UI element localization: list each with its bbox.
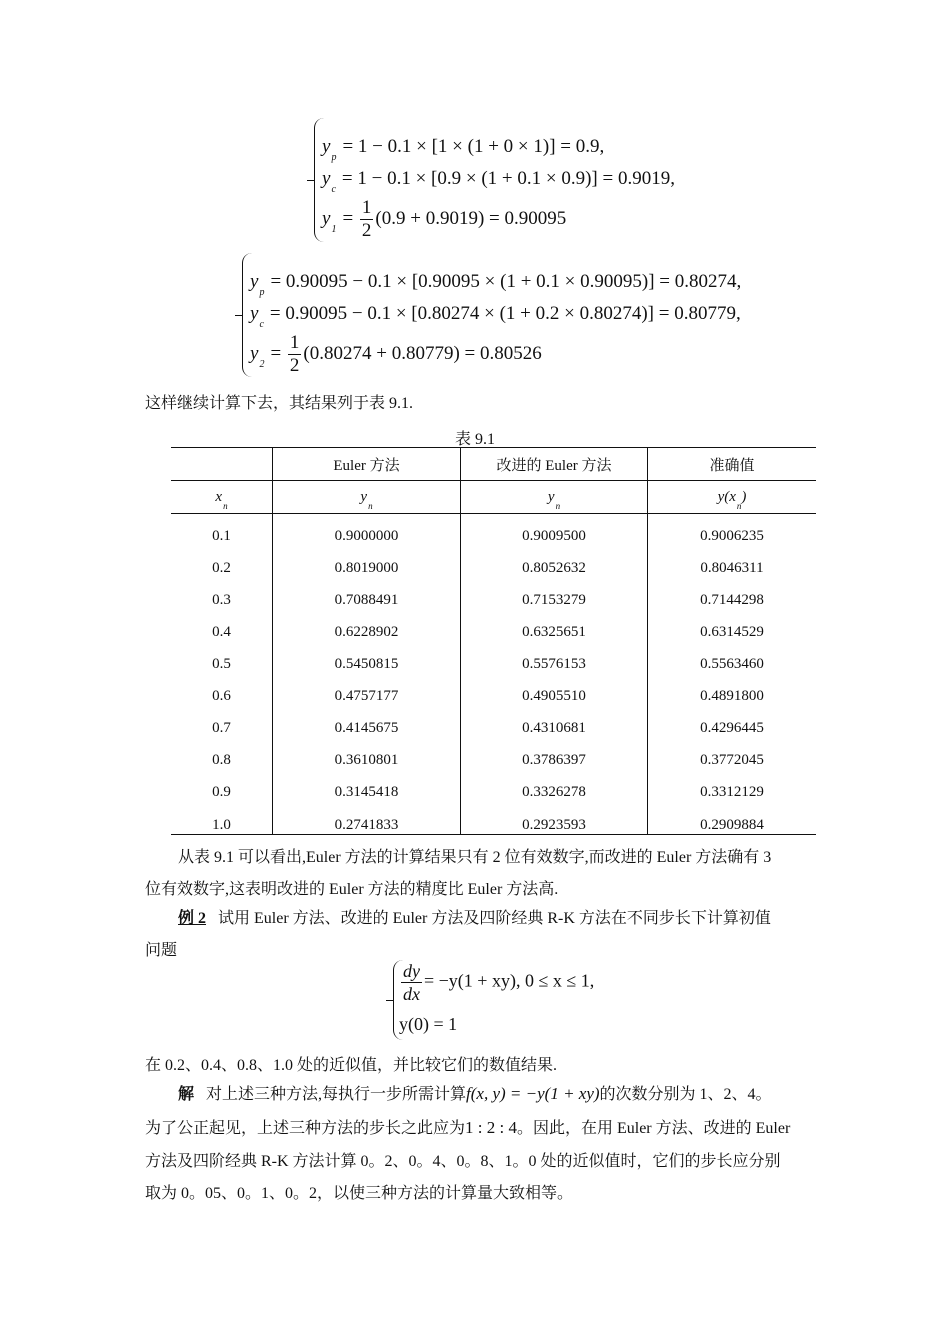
solution-line-2: 为了公正起见，上述三种方法的步长之此应为1 : 2 : 4。因此，在用 Euler 方法、改进的 Euler <box>145 1118 791 1137</box>
equation-line <box>250 271 742 298</box>
table-cell: 0.3786397 <box>461 744 648 776</box>
equation-line <box>250 303 741 330</box>
table-row <box>171 680 816 712</box>
solution-line-1: 解 对上述三种方法,每执行一步所需计算f(x, y) = −y(1 + xy)的次数分别为 1、2、4。 <box>178 1084 772 1103</box>
inline-math: f(x, y) = −y(1 + xy) <box>466 1084 600 1103</box>
table-cell: 0.4296445 <box>648 712 817 744</box>
table-cell: 0.6325651 <box>461 616 648 648</box>
table-row <box>171 744 816 776</box>
table-cell: 0.4905510 <box>461 680 648 712</box>
table-cell: 0.8046311 <box>648 552 817 584</box>
table-cell: 0.1 <box>212 527 231 544</box>
variable: y <box>322 207 331 229</box>
expression: = 1 − 0.1 × [1 × (1 + 0 × 1)] = 0.9, <box>342 136 605 157</box>
table-row <box>171 552 816 584</box>
equals-sign: = <box>270 342 282 364</box>
subscript: p <box>259 287 265 298</box>
table-cell: 0.3772045 <box>648 744 817 776</box>
example-label: 例 2 <box>178 910 207 927</box>
analysis-line-1: 从表 9.1 可以看出,Euler 方法的计算结果只有 2 位有效数字,而改进的 Euler 方法确有 3 <box>178 849 772 866</box>
table-body <box>171 514 816 835</box>
expression: (0.80274 + 0.80779) = 0.80526 <box>303 342 542 364</box>
table-row <box>171 808 816 835</box>
subscript: 2 <box>259 358 265 370</box>
table-row <box>171 712 816 744</box>
solution-line-4: 取为 0。05、0。1、0。2，以使三种方法的计算量大致相等。 <box>145 1185 574 1202</box>
table-cell: 0.7088491 <box>273 584 461 616</box>
table-header-cell: $x_n$ <box>171 481 273 514</box>
equation-line <box>322 197 566 242</box>
subscript: c <box>331 184 336 195</box>
table-cell: 0.4310681 <box>461 712 648 744</box>
table-symbol-header-row <box>171 481 816 514</box>
example-2-line-2: 问题 <box>145 942 178 959</box>
derivative-fraction: $\frac{dy}{dx}$ <box>403 961 420 1004</box>
table-cell: 0.8019000 <box>273 552 461 584</box>
table-cell: 0.7153279 <box>461 584 648 616</box>
variable: y <box>322 136 331 157</box>
intro-paragraph: 这样继续计算下去，其结果列于表 9.1. <box>145 395 414 412</box>
table-cell: 0.7144298 <box>648 584 817 616</box>
table-cell: 0.2923593 <box>461 808 648 835</box>
table-header-cell: 准确值 <box>648 448 817 481</box>
table-row <box>171 776 816 808</box>
fraction: $\frac{1}{2}$ <box>361 197 372 241</box>
table-cell: 0.5576153 <box>461 648 648 680</box>
variable: y <box>250 271 259 292</box>
equals-sign: = <box>342 207 354 229</box>
ivp-system <box>393 960 623 1040</box>
table-cell: 0.5563460 <box>648 648 817 680</box>
expression: = 0.90095 − 0.1 × [0.80274 × (1 + 0.2 × 0.80274)] = 0.80779, <box>269 303 741 324</box>
ode-equation <box>399 960 594 1005</box>
table-header-cell: 改进的 Euler 方法 <box>461 448 648 481</box>
equation-system-1 <box>314 118 674 242</box>
expression: (0.9 + 0.9019) = 0.90095 <box>375 207 567 229</box>
table-row <box>171 584 816 616</box>
subscript: p <box>331 152 337 163</box>
analysis-line-2: 位有效数字,这表明改进的 Euler 方法的精度比 Euler 方法高. <box>145 881 559 898</box>
table-header-cell: $y(x_n)$ <box>648 481 817 514</box>
results-table <box>171 447 816 835</box>
table-cell: 0.2 <box>212 559 231 576</box>
table-cell: 0.4757177 <box>273 680 461 712</box>
table-cell: 0.6 <box>212 687 231 704</box>
table-cell: 0.8052632 <box>461 552 648 584</box>
table-cell: 0.5 <box>212 655 231 672</box>
variable: y <box>250 342 259 364</box>
table-cell: 0.4891800 <box>648 680 817 712</box>
table-header-cell <box>171 448 273 481</box>
expression: = 0.90095 − 0.1 × [0.90095 × (1 + 0.1 × 0.90095)] = 0.80274, <box>270 271 742 292</box>
equation-line <box>322 168 675 195</box>
equation-line <box>250 332 542 377</box>
equation-line <box>322 136 605 163</box>
table-cell: 0.5450815 <box>273 648 461 680</box>
table-group-header-row <box>171 448 816 481</box>
table-cell: 0.2909884 <box>648 808 817 835</box>
solution-line-3: 方法及四阶经典 R-K 方法计算 0。2、0。4、0。8、1。0 处的近似值时，它们的步长应分别 <box>145 1153 781 1170</box>
subscript: 1 <box>331 223 337 235</box>
subscript: c <box>259 319 264 330</box>
table-cell: 0.8 <box>212 751 231 768</box>
solution-label: 解 <box>178 1086 195 1103</box>
table-cell: 0.9 <box>212 783 231 800</box>
table-cell: 0.3312129 <box>648 776 817 808</box>
table-cell: 0.2741833 <box>273 808 461 835</box>
table-row <box>171 514 816 553</box>
table-cell: 0.9006235 <box>648 514 817 553</box>
table-cell: 0.3145418 <box>273 776 461 808</box>
table-header-cell: Euler 方法 <box>273 448 461 481</box>
variable: y <box>250 303 259 324</box>
table-row <box>171 648 816 680</box>
table-cell: 0.6314529 <box>648 616 817 648</box>
table-row <box>171 616 816 648</box>
inline-math: 1 : 2 : 4 <box>465 1118 517 1137</box>
table-cell: 0.3610801 <box>273 744 461 776</box>
table-cell: 1.0 <box>171 808 273 835</box>
equation-system-2 <box>242 253 742 377</box>
table-cell: 0.6228902 <box>273 616 461 648</box>
table-header-cell: $y_n$ <box>461 481 648 514</box>
expression: = 1 − 0.1 × [0.9 × (1 + 0.1 × 0.9)] = 0.9019, <box>341 168 675 189</box>
example-2-line-3: 在 0.2、0.4、0.8、1.0 处的近似值，并比较它们的数值结果. <box>145 1057 558 1074</box>
ode-rhs: = −y(1 + xy), 0 ≤ x ≤ 1, <box>424 970 595 991</box>
table-caption: 表 9.1 <box>454 431 495 448</box>
example-2-line-1: 例 2 试用 Euler 方法、改进的 Euler 方法及四阶经典 R-K 方法在不同步长下计算初值 <box>178 910 771 927</box>
table-cell: 0.4 <box>212 623 231 640</box>
table-cell: 0.4145675 <box>273 712 461 744</box>
table-cell: 0.3326278 <box>461 776 648 808</box>
fraction: $\frac{1}{2}$ <box>289 332 300 376</box>
table-cell: 0.9000000 <box>273 514 461 553</box>
variable: y <box>322 168 331 189</box>
table-cell: 0.9009500 <box>461 514 648 553</box>
initial-condition: y(0) = 1 <box>399 1014 458 1034</box>
table-cell: 0.3 <box>212 591 231 608</box>
table-cell: 0.7 <box>212 719 231 736</box>
table-header-cell: $y_n$ <box>273 481 461 514</box>
